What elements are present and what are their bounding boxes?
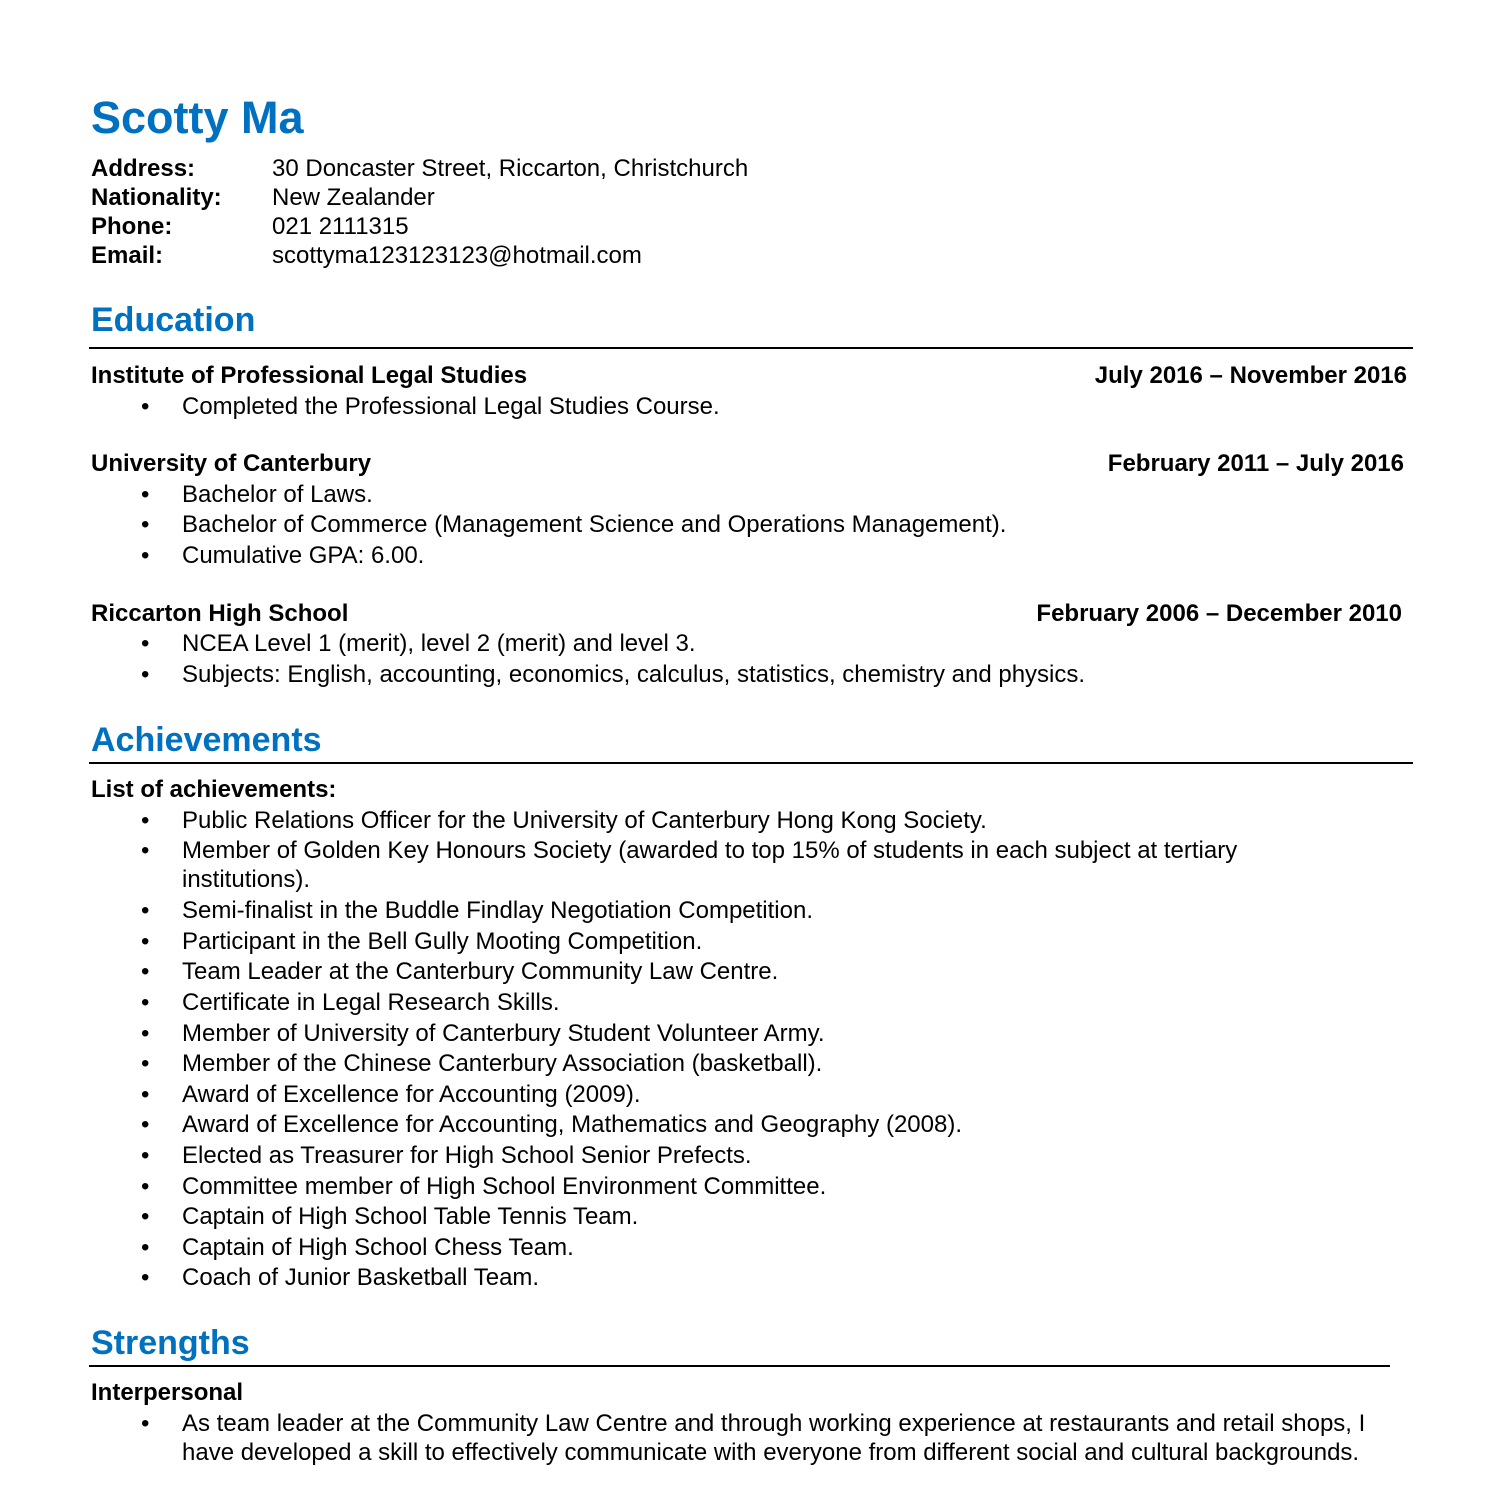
list-item-text: Coach of Junior Basketball Team. <box>182 1264 540 1292</box>
list-item-text: NCEA Level 1 (merit), level 2 (merit) and level 3. <box>182 630 696 658</box>
list-item-text: Award of Excellence for Accounting (2009). <box>182 1080 641 1108</box>
list-item-text: Certificate in Legal Research Skills. <box>182 988 560 1016</box>
bullet-icon: • <box>141 897 150 925</box>
bullet-list <box>91 480 1407 572</box>
strengths-subheading: Interpersonal <box>91 1379 244 1406</box>
strengths-section <box>91 1378 1407 1467</box>
list-item-text: Elected as Treasurer for High School Senior Prefects. <box>182 1141 752 1169</box>
list-item <box>91 1172 1282 1203</box>
bullet-icon: • <box>141 927 150 955</box>
bullet-icon: • <box>141 806 150 834</box>
bullet-icon: • <box>141 1409 150 1437</box>
list-item-text: Subjects: English, accounting, economics, calculus, statistics, chemistry and physics. <box>182 660 1086 688</box>
institution: Riccarton High School <box>91 599 349 627</box>
bullet-icon: • <box>141 1111 150 1139</box>
list-item <box>91 480 1282 511</box>
bullet-icon: • <box>141 988 150 1016</box>
list-item <box>91 660 1282 691</box>
list-item-text: Captain of High School Table Tennis Team. <box>182 1203 639 1231</box>
list-item-text: Team Leader at the Canterbury Community Law Centre. <box>182 958 779 986</box>
bullet-icon: • <box>141 511 150 539</box>
bullet-icon: • <box>141 1203 150 1231</box>
bullet-icon: • <box>141 837 150 865</box>
contact-value[interactable]: scottyma123123123@hotmail.com <box>272 242 642 269</box>
list-item <box>91 806 1282 837</box>
list-item-text: Public Relations Officer for the University of Canterbury Hong Kong Society. <box>182 806 987 834</box>
contact-email <box>91 241 748 270</box>
achievements-subheading: List of achievements: <box>91 776 337 803</box>
list-item <box>91 541 1282 572</box>
list-item-text: Member of Golden Key Honours Society (awarded to top 15% of students in each subject at tertiary institutions). <box>182 837 1238 894</box>
bullet-icon: • <box>141 1019 150 1047</box>
bullet-icon: • <box>141 1080 150 1108</box>
contact-label: Phone: <box>91 213 173 240</box>
bullet-icon: • <box>141 660 150 688</box>
list-item-text: Completed the Professional Legal Studies Course. <box>182 392 720 420</box>
institution: Institute of Professional Legal Studies <box>91 362 528 389</box>
bullet-icon: • <box>141 1141 150 1169</box>
dates: February 2006 – December 2010 <box>1036 599 1402 627</box>
section-divider <box>89 347 1413 349</box>
contact-phone <box>91 212 748 241</box>
list-item-text: Member of University of Canterbury Student Volunteer Army. <box>182 1019 825 1047</box>
contact-value: 021 2111315 <box>272 213 409 240</box>
education-entry-header <box>91 599 1402 630</box>
list-item-text: As team leader at the Community Law Centre and through working experience at restaurants and retail shops, I have developed a skill to effectively communicate with everyone from different social and cultural backgrounds. <box>182 1409 1366 1466</box>
bullet-icon: • <box>141 1233 150 1261</box>
list-item <box>91 927 1282 958</box>
bullet-icon: • <box>141 1050 150 1078</box>
list-item-text: Member of the Chinese Canterbury Association (basketball). <box>182 1050 823 1078</box>
achievements-section <box>91 775 1407 1294</box>
list-item <box>91 1409 1367 1467</box>
education-heading: Education <box>91 301 256 339</box>
list-item <box>91 1019 1282 1050</box>
contact-label: Email: <box>91 242 164 269</box>
list-item <box>91 392 1282 423</box>
bullet-icon: • <box>141 480 150 508</box>
section-divider <box>89 1365 1390 1367</box>
list-item <box>91 1202 1282 1233</box>
contact-label: Nationality: <box>91 184 222 211</box>
list-item <box>91 1141 1282 1172</box>
education-entry-header <box>91 361 1407 392</box>
list-item <box>91 957 1282 988</box>
contact-nationality <box>91 183 748 212</box>
list-item-text: Participant in the Bell Gully Mooting Competition. <box>182 927 703 955</box>
contact-value: New Zealander <box>272 184 435 211</box>
list-item-text: Bachelor of Laws. <box>182 480 373 508</box>
bullet-icon: • <box>141 1172 150 1200</box>
strengths-heading: Strengths <box>91 1324 250 1362</box>
section-divider <box>89 762 1413 764</box>
bullet-list <box>91 1409 1407 1467</box>
bullet-list <box>91 629 1407 690</box>
list-item <box>91 988 1282 1019</box>
contact-info <box>91 154 748 270</box>
list-item <box>91 1049 1282 1080</box>
institution: University of Canterbury <box>91 450 372 478</box>
list-item <box>91 1263 1282 1294</box>
contact-value: 30 Doncaster Street, Riccarton, Christchurch <box>272 155 749 182</box>
bullet-icon: • <box>141 1264 150 1292</box>
list-item <box>91 896 1282 927</box>
resume-name: Scotty Ma <box>91 92 304 143</box>
bullet-icon: • <box>141 630 150 658</box>
education-entry-header <box>91 449 1404 480</box>
list-item <box>91 836 1302 894</box>
list-item <box>91 1233 1282 1264</box>
bullet-icon: • <box>141 392 150 420</box>
list-item-text: Committee member of High School Environment Committee. <box>182 1172 827 1200</box>
bullet-icon: • <box>141 541 150 569</box>
bullet-list <box>91 392 1407 423</box>
bullet-icon: • <box>141 958 150 986</box>
contact-label: Address: <box>91 155 196 182</box>
dates: July 2016 – November 2016 <box>1094 362 1407 389</box>
list-item <box>91 629 1282 660</box>
list-item <box>91 1110 1282 1141</box>
list-item-text: Semi-finalist in the Buddle Findlay Negotiation Competition. <box>182 897 813 925</box>
list-item-text: Captain of High School Chess Team. <box>182 1233 574 1261</box>
list-item <box>91 1080 1282 1111</box>
dates: February 2011 – July 2016 <box>1107 450 1404 478</box>
education-section <box>91 361 1407 690</box>
list-item-text: Bachelor of Commerce (Management Science and Operations Management). <box>182 511 1007 539</box>
list-item-text: Cumulative GPA: 6.00. <box>182 541 425 569</box>
achievements-heading: Achievements <box>91 721 322 759</box>
list-item <box>91 510 1282 541</box>
list-item-text: Award of Excellence for Accounting, Mathematics and Geography (2008). <box>182 1111 962 1139</box>
bullet-list <box>91 806 1407 1294</box>
contact-address <box>91 154 748 183</box>
